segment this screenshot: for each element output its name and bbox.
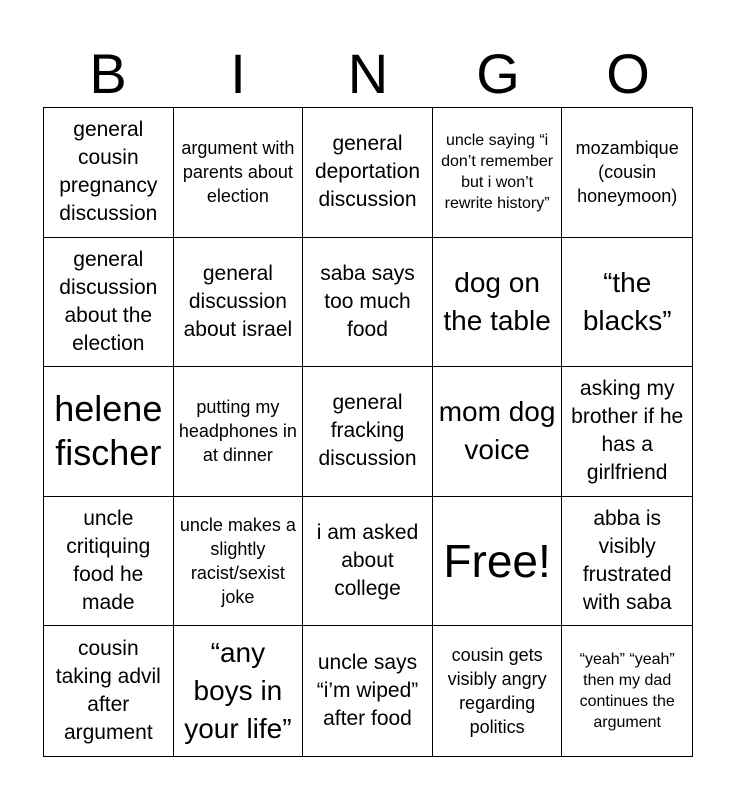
bingo-cell[interactable]: mozambique (cousin honeymoon) [562,108,692,238]
bingo-cell[interactable]: argument with parents about election [174,108,304,238]
bingo-cell[interactable]: mom dog voice [433,367,563,497]
bingo-cell[interactable]: abba is visibly frustrated with saba [562,497,692,627]
bingo-cell[interactable]: helene fischer [44,367,174,497]
bingo-cell[interactable]: general fracking discussion [303,367,433,497]
bingo-cell[interactable]: general discussion about the election [44,238,174,368]
header-letter-n: N [347,42,389,105]
header-letter-b: B [89,42,127,105]
bingo-cell[interactable]: general cousin pregnancy discussion [44,108,174,238]
bingo-cell[interactable]: general deportation discussion [303,108,433,238]
bingo-cell[interactable]: general discussion about israel [174,238,304,368]
bingo-cell[interactable]: dog on the table [433,238,563,368]
bingo-cell[interactable]: uncle says “i’m wiped” after food [303,626,433,756]
bingo-cell[interactable]: cousin taking advil after argument [44,626,174,756]
header-letter-i: I [230,42,246,105]
bingo-grid [43,107,693,757]
bingo-cell[interactable]: asking my brother if he has a girlfriend [562,367,692,497]
bingo-cell[interactable]: uncle makes a slightly racist/sexist joke [174,497,304,627]
free-space[interactable]: Free! [433,497,563,627]
bingo-cell[interactable]: uncle critiquing food he made [44,497,174,627]
bingo-cell[interactable]: “yeah” “yeah” then my dad continues the argument [579,651,675,732]
header-letter-o: O [606,42,650,105]
bingo-cell[interactable]: uncle saying “i don’t remember but i won’t rewrite history” [433,108,563,238]
bingo-cell[interactable]: saba says too much food [303,238,433,368]
bingo-cell[interactable]: i am asked about college [303,497,433,627]
header-letter-g: G [476,42,520,105]
bingo-cell[interactable]: cousin gets visibly angry regarding politics [433,626,563,756]
bingo-cell[interactable]: putting my headphones in at dinner [174,367,304,497]
bingo-cell[interactable]: “the blacks” [562,238,692,368]
bingo-cell[interactable]: “any boys in your life” [174,626,304,756]
bingo-header [43,40,693,108]
